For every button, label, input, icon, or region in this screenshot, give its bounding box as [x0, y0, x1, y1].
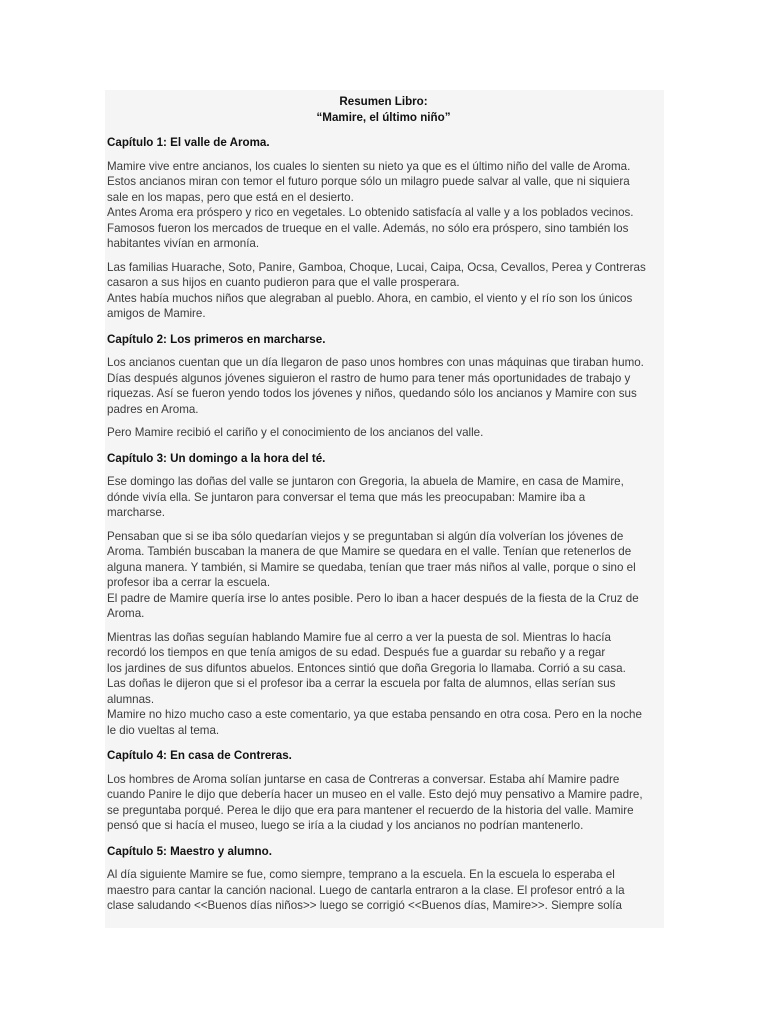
text-line: sale en los mapas, pero que está en el desierto.	[107, 190, 354, 204]
paragraph	[107, 772, 660, 834]
title-line-1: Resumen Libro:	[339, 95, 428, 108]
text-line: alguna manera. Y también, si Mamire se quedaba, tenían que traer más niños al valle, porque o sino el	[107, 560, 636, 574]
text-line: recordó los tiempos en que tenía amigos de su edad. Después fue a guardar su rebaño y a regar	[107, 646, 606, 659]
text-line: alumnas.	[107, 692, 155, 706]
text-line: se preguntaba porqué. Perea le dijo que era para mantener el recuerdo de la historia del valle. Mamire	[107, 803, 634, 817]
text-line: Pensaban que si se iba sólo quedarían viejos y se preguntaban si algún día volverían los jóvenes de	[107, 529, 624, 543]
text-line: Antes había muchos niños que alegraban al pueblo. Ahora, en cambio, el viento y el río son los únicos	[107, 291, 633, 305]
paragraph	[107, 474, 660, 521]
text-line: los jardines de sus difuntos abuelos. Entonces sintió que doña Gregoria lo llamaba. Corrió a su casa.	[107, 661, 626, 675]
text-line: profesor iba a cerrar la escuela.	[107, 576, 271, 589]
text-line: Aroma.	[107, 607, 145, 620]
chapter-heading: Capítulo 2: Los primeros en marcharse.	[107, 332, 326, 346]
text-line: habitantes vivían en armonía.	[107, 237, 260, 250]
text-line: Mamire no hizo mucho caso a este comentario, ya que estaba pensando en otra cosa. Pero en la noche	[107, 708, 642, 721]
text-line: padres en Aroma.	[107, 402, 199, 416]
text-line: Mamire vive entre ancianos, los cuales lo sienten su nieto ya que es el último niño del valle de Aroma.	[107, 159, 631, 173]
paragraph	[107, 630, 660, 739]
paragraph	[107, 159, 660, 252]
chapter-heading: Capítulo 4: En casa de Contreras.	[107, 749, 292, 762]
text-line: Días después algunos jóvenes siguieron el rastro de humo para tener más oportunidades de trabajo y	[107, 371, 631, 385]
paragraph	[107, 867, 660, 914]
text-line: le dio vueltas al tema.	[107, 723, 220, 737]
text-line: Pero Mamire recibió el cariño y el conocimiento de los ancianos del valle.	[107, 426, 484, 439]
text-line: Mientras las doñas seguían hablando Mamire fue al cerro a ver la puesta de sol. Mientras lo hacía	[107, 630, 611, 644]
text-line: Aroma. También buscaban la manera de que Mamire se quedara en el valle. Tenían que retenerlos de	[107, 545, 632, 558]
text-line: Las familias Huarache, Soto, Panire, Gamboa, Choque, Lucai, Caipa, Ocsa, Cevallos, Perea y Contreras	[107, 260, 646, 274]
text-line: Las doñas le dijeron que si el profesor iba a cerrar la escuela por falta de alumnos, ellas serían sus	[107, 677, 616, 690]
chapter-heading: Capítulo 1: El valle de Aroma.	[107, 136, 270, 149]
paragraph	[107, 355, 660, 417]
title-line-2: “Mamire, el último niño”	[316, 110, 451, 124]
text-line: marcharse.	[107, 506, 165, 519]
text-line: Los ancianos cuentan que un día llegaron de paso unos hombres con unas máquinas que tiraban humo.	[107, 356, 644, 369]
paragraph	[107, 529, 660, 622]
text-line: amigos de Mamire.	[107, 307, 206, 320]
document-page	[105, 90, 664, 928]
text-line: El padre de Mamire quería irse lo antes posible. Pero lo iban a hacer después de la fiesta de la Cruz de	[107, 591, 639, 605]
text-line: pensó que si hacía el museo, luego se iría a la ciudad y los ancianos no podrían mantenerlo.	[107, 819, 584, 832]
text-line: riquezas. Así se fueron yendo todos los jóvenes y niños, quedando sólo los ancianos y Mamire con sus	[107, 387, 637, 400]
paragraph	[107, 260, 660, 322]
text-line: cuando Panire le dijo que debería hacer un museo en el valle. Esto dejó muy pensativo a Mamire padre,	[107, 788, 643, 801]
document-body	[107, 135, 660, 914]
text-line: dónde vivía ella. Se juntaron para conversar el tema que más les preocupaban: Mamire iba a	[107, 490, 586, 504]
document-title	[107, 94, 660, 125]
chapter-heading: Capítulo 3: Un domingo a la hora del té.	[107, 451, 326, 465]
text-line: Famosos fueron los mercados de trueque en el valle. Además, no sólo era próspero, sino también los	[107, 221, 629, 235]
text-line: casaron a sus hijos en cuanto pudieron para que el valle prosperara.	[107, 276, 460, 289]
text-line: Ese domingo las doñas del valle se juntaron con Gregoria, la abuela de Mamire, en casa de Mamire,	[107, 475, 624, 488]
text-line: clase saludando <<Buenos días niños>> luego se corrigió <<Buenos días, Mamire>>. Siempre solía	[107, 899, 622, 912]
text-line: Estos ancianos miran con temor el futuro porque sólo un milagro puede salvar al valle, que ni siquiera	[107, 175, 630, 188]
chapter-heading: Capítulo 5: Maestro y alumno.	[107, 844, 272, 858]
text-line: Al día siguiente Mamire se fue, como siempre, temprano a la escuela. En la escuela lo esperaba el	[107, 868, 615, 881]
text-line: Los hombres de Aroma solían juntarse en casa de Contreras a conversar. Estaba ahí Mamire padre	[107, 772, 620, 786]
text-line: maestro para cantar la canción nacional. Luego de cantarla entraron a la clase. El profesor entró a la	[107, 883, 625, 897]
text-line: Antes Aroma era próspero y rico en vegetales. Lo obtenido satisfacía al valle y a los poblados vecinos.	[107, 206, 634, 219]
paragraph	[107, 425, 660, 441]
